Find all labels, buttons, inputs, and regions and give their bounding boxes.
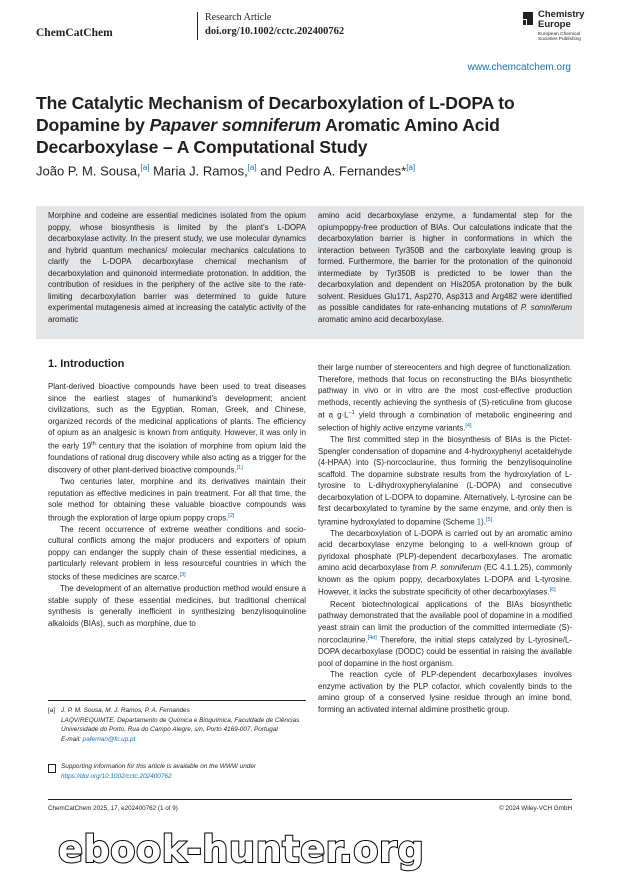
supporting-info-label: Supporting information for this article is available on the WWW under (61, 763, 257, 770)
paragraph (318, 434, 572, 528)
author-2: Maria J. Ramos, (149, 163, 248, 179)
title-part-2: Aromatic Amino Acid Decarboxylase – A Computational Study (36, 115, 500, 157)
logo-line-1: Chemistry (538, 9, 585, 20)
footnote-email-line (61, 735, 306, 745)
footnote-authors: J. P. M. Sousa, M. J. Ramos, P. A. Fernandes (61, 707, 190, 714)
paragraph-text: The decarboxylation of L-DOPA is carried out by an aromatic amino acid decarboxylase enzyme belonging to a well-known group of pyridoxal phosphate (PLP)-dependent decarboxylases. The aromatic amino acid decarboxylase from (318, 528, 572, 573)
affiliation-mark[interactable]: [a] (406, 163, 416, 172)
logo-mark-icon (521, 11, 535, 26)
supporting-info-icon (48, 764, 56, 773)
paragraph (48, 524, 306, 583)
author-3: and Pedro A. Fernandes* (256, 163, 407, 179)
title-part-1: The Catalytic Mechanism of Decarboxylation of L-DOPA to Dopamine by (36, 93, 515, 135)
paragraph-text: Plant-derived bioactive compounds have been used to treat diseases since the earliest stages of humankind's development; ancient civilizations, such as the Egyptian, Roman, Greek, and Chinese, organized records of the medicinal applications of plants. The efficiency of opium as an analgesic is known from antiquity. However, it was only in the early 19 (48, 382, 306, 451)
author-list (36, 163, 415, 178)
supporting-info-link[interactable]: https://doi.org/10.1002/cctc.202400762 (61, 772, 172, 780)
logo-subline-1: European Chemical (538, 32, 581, 37)
title-italic-species: Papaver somniferum (149, 115, 321, 135)
citation-link[interactable]: [4] (465, 423, 472, 430)
paragraph-text: The recent occurrence of extreme weather conditions and socio-cultural conflicts among the major producers and exporters of opium poppy can endanger the supply chain of these essential medicines, a particularly relevant problem in less resourceful countries in which the stocks of these medicines are scarce. (48, 524, 306, 582)
abstract-right-column (318, 210, 572, 325)
watermark: ebook-hunter.org (58, 828, 425, 871)
abstract-right-end: aromatic amino acid decarboxylase. (318, 314, 444, 324)
paragraph-text: The first committed step in the biosynthesis of BIAs is the Pictet-Spengler condensation of dopamine and 4-hydroxyphenyl acetaldehyde (4-HPAA) into (S)-norcoclaurine, thus forming the benzylisoquinoline scaffold. The dopamine substrate results from the hydroxylation of L-tyrosine to L-dihydroxyphenylalanine (L-DOPA) and consecutive decarboxylation of L-DOPA to dopamine. Alternatively, L-tyrosine can be first decarboxylated to tyramine by the same enzyme, and only then is tyramine hydroxylated to dopamine (Scheme (318, 435, 572, 527)
footer-rule (48, 799, 572, 800)
paragraph (318, 669, 572, 715)
citation-link[interactable]: [4d] (367, 635, 377, 641)
paragraph-text: The development of an alternative production method would ensure a stable supply of these essential medicines, but traditional chemical synthesis is generally inefficient in synthesizing benzylisoquinoline alkaloids (BIAs), such as morphine, due to (48, 584, 306, 628)
paragraph-text: ). (481, 517, 486, 527)
abstract-left-column: Morphine and codeine are essential medicines isolated from the opium poppy, whose biosynthesis is limited by the plant's L-DOPA decarboxylase activity. In the present study, we use molecular dynamics and hybrid quantum mechanics/ molecular mechanics calculations to clarify the L-DOPA decarboxylase chemical mechanism of decarboxylation and quinonoid intermediate protonation. In addition, the contribution of residues in the periphery of the active site to the rate-limiting decarboxylation barrier was determined to guide future experimental mutagenesis aimed at increasing the catalytic activity of the aromatic (48, 211, 306, 324)
abstract-right-text: amino acid decarboxylase enzyme, a fundamental step for the opiumpoppy-free production of BIAs. Our calculations indicate that the decarboxylation barrier is higher in conformations in which the interaction between Tyr350B and the carboxylate leaving group is formed. Furthermore, the barrier for the protonation of the quinonoid intermediate by Tyr350B is predicted to be lower than the decarboxylation and dependent on His205A protonation by the bulk solvent. Residues Glu171, Asp270, Asp313 and Arg482 were identified as possible candidates for rate-enhancing mutations of (318, 211, 572, 312)
paragraph-text: Two centuries later, morphine and its derivatives maintain their reputation as effective medicines in pain treatment. For all that time, the sole method for obtaining these valuable bioactive compounds was through the exploration of large opium poppy crops. (48, 477, 306, 523)
section-heading: 1. Introduction (48, 358, 125, 370)
email-label: E-mail: (61, 735, 83, 743)
affiliation-mark[interactable]: [a] (140, 163, 150, 172)
paragraph (48, 476, 306, 524)
citation-link[interactable]: [6] (549, 587, 556, 594)
paragraph-text: Therefore, the initial steps catalyzed by L-tyrosine/L-DOPA decarboxylase (DODC) could be essential in raising the available pool of dopamine in the host organism. (318, 635, 572, 668)
supporting-info-text (61, 762, 306, 781)
citation-link[interactable]: [2] (228, 512, 235, 519)
paragraph (48, 583, 306, 629)
species-name: P. somniferum (431, 563, 482, 573)
footer-citation: ChemCatChem 2025, 17, e202400762 (1 of 9) (48, 805, 178, 812)
citation-link[interactable]: [5] (486, 516, 493, 523)
chemistry-europe-logo (521, 10, 591, 46)
journal-name: ChemCatChem (36, 27, 113, 39)
superscript: −1 (348, 410, 355, 416)
scheme-link[interactable]: 1 (476, 517, 482, 527)
paragraph-text: The reaction cycle of PLP-dependent decarboxylases involves enzyme activation by the PLP cofactor, which covalently binds to the amino group of a conserved lysine residue through an imine bond, forming an activated internal aldimine prosthetic group. (318, 670, 572, 714)
logo-subline-2: Societies Publishing (538, 37, 581, 42)
paragraph-text: their large number of stereocenters and high degree of functionalization. Therefore, methods that focus on reconstructing the BIAs biosynthetic pathway in vivo or in vitro are the most cost-effective production methods, recently achieving the synthesis of (S)-reticuline from glucose at a g·L (318, 363, 572, 420)
paragraph-text: (EC 4.1.1.25), commonly known as the opium poppy, decarboxylates L-DOPA and L-tyrosine. However, it lacks the substrate specificity of other decarboxylases. (318, 563, 572, 597)
abstract-species: P. somniferum (520, 303, 572, 312)
footnote-text (61, 706, 306, 744)
paragraph (318, 528, 572, 599)
logo-line-2: Europe (538, 19, 571, 30)
citation-link[interactable]: [1] (236, 465, 243, 472)
footnote-label: [a] (48, 707, 56, 714)
affiliation-mark[interactable]: [a] (247, 163, 257, 172)
paragraph (48, 381, 306, 476)
journal-site-link[interactable]: www.chemcatchem.org (467, 62, 571, 73)
paragraph (318, 599, 572, 670)
footnote-affiliation: LAQV/REQUIMTE, Departamento de Química e Bioquímica, Faculdade de Ciências Universidade do Porto, Rua do Campo Alegre, s/n, Porto 4169-007, Portugal (61, 716, 300, 734)
email-link[interactable]: pafernan@fc.up.pt (82, 735, 136, 743)
header-divider (197, 12, 198, 40)
citation-link[interactable]: [3] (179, 571, 186, 578)
footnote-rule (48, 700, 306, 701)
superscript: th (91, 440, 96, 447)
paragraph-text: Recent biotechnological applications of the BIAs biosynthetic pathway demonstrated that the available pool of dopamine in a modified yeast strain can limit the production of the committed intermediate (S)-norcoclaurine. (318, 599, 572, 645)
paragraph (318, 362, 572, 434)
article-type: Research Article (205, 12, 272, 23)
paragraph-text: century that the isolation of morphine from opium laid the foundations of rational drug discovery while also acting as a trigger for the discovery of other plant-derived bioactive compounds. (48, 441, 306, 475)
body-left-column (48, 381, 306, 629)
article-title (36, 92, 584, 158)
author-1: João P. M. Sousa, (36, 163, 141, 179)
paragraph-text: yield through a combination of metabolic engineering and selection of highly active enzyme variants. (318, 410, 572, 433)
article-doi[interactable]: doi.org/10.1002/cctc.202400762 (205, 26, 345, 37)
footer-copyright: © 2024 Wiley-VCH GmbH (499, 805, 572, 812)
body-right-column (318, 362, 572, 715)
